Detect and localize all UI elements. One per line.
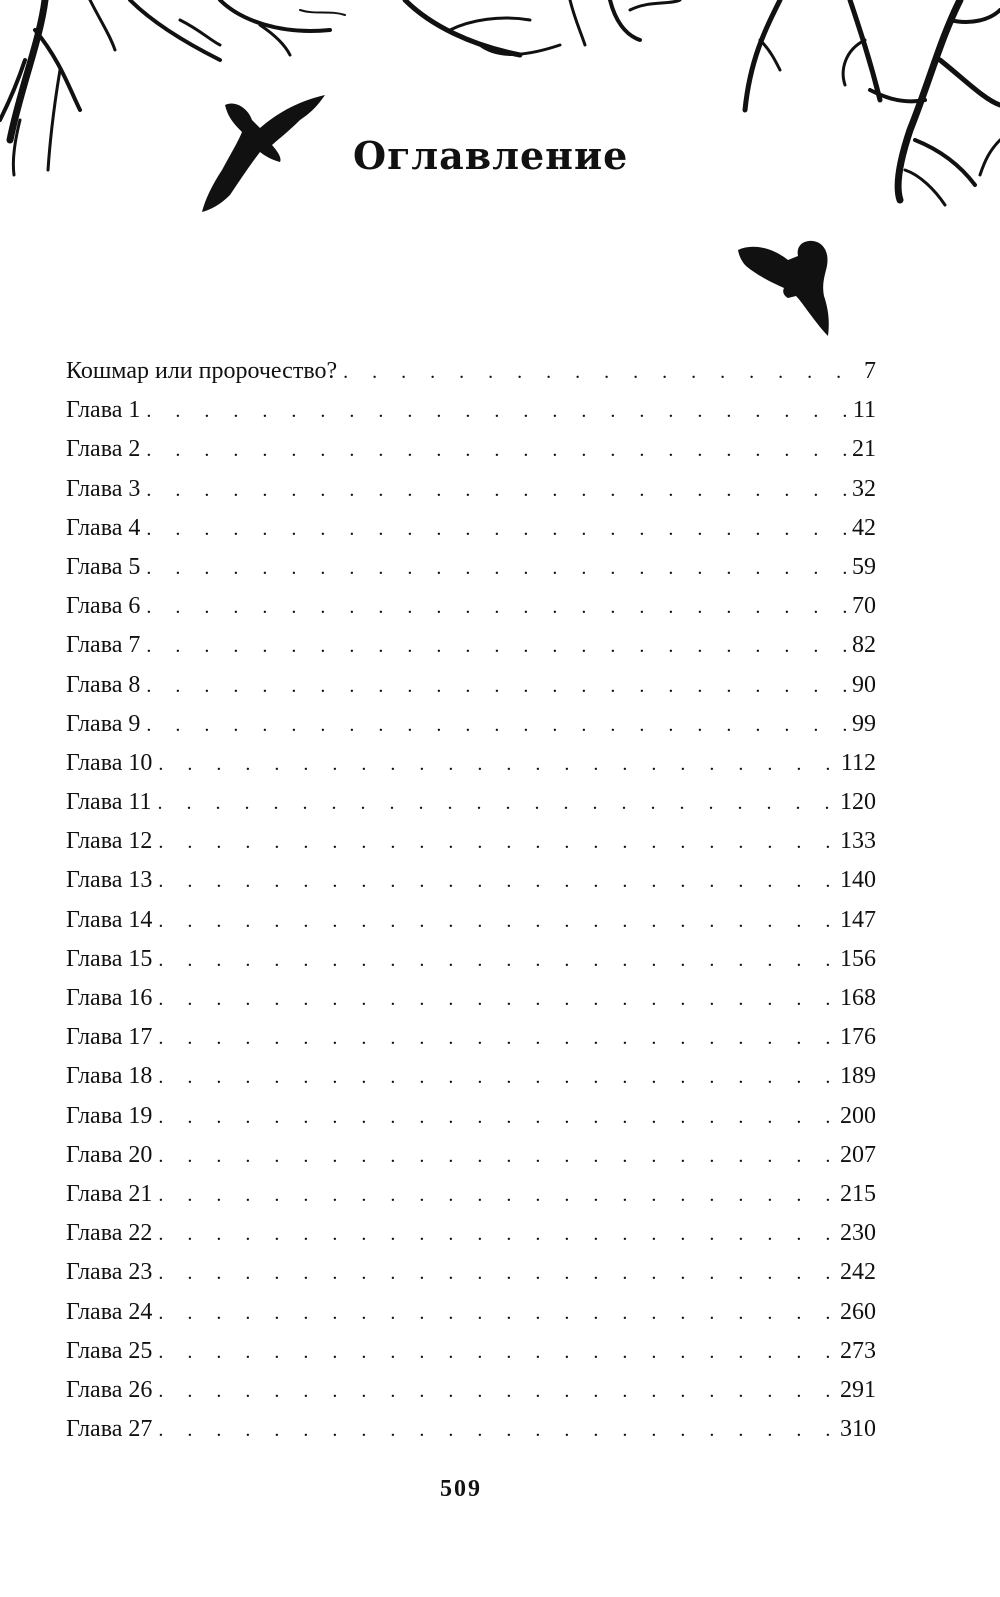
dot-leader xyxy=(146,471,846,510)
toc-entry-label: Глава 12 xyxy=(66,828,153,855)
toc-entry-label: Глава 13 xyxy=(66,867,153,894)
toc-entry[interactable] xyxy=(66,548,876,587)
tree-branches-icon xyxy=(0,0,1000,220)
toc-entry-page: 215 xyxy=(840,1180,876,1207)
dot-leader xyxy=(158,1333,838,1372)
toc-entry-label: Глава 21 xyxy=(66,1180,153,1207)
dot-leader xyxy=(146,627,846,666)
dot-leader xyxy=(158,1019,838,1058)
toc-entry-label: Глава 8 xyxy=(66,671,141,698)
dot-leader xyxy=(343,353,846,392)
dot-leader xyxy=(146,667,846,706)
toc-entry-label: Глава 4 xyxy=(66,514,141,541)
toc-entry-page: 156 xyxy=(840,945,876,972)
toc-entry-label: Глава 1 xyxy=(66,397,141,424)
toc-entry-page: 32 xyxy=(852,475,876,502)
toc-entry[interactable] xyxy=(66,783,876,822)
toc-entry[interactable] xyxy=(66,352,876,391)
toc-entry-page: 120 xyxy=(840,789,876,816)
toc-entry-label: Глава 2 xyxy=(66,436,141,463)
toc-entry-label: Глава 5 xyxy=(66,553,141,580)
toc-entry-label: Глава 25 xyxy=(66,1337,153,1364)
dot-leader xyxy=(158,1058,838,1097)
toc-entry[interactable] xyxy=(66,901,876,940)
toc-entry[interactable] xyxy=(66,470,876,509)
page-title: Оглавление xyxy=(353,133,629,178)
toc-entry-page: 21 xyxy=(852,436,876,463)
toc-entry[interactable] xyxy=(66,1018,876,1057)
toc-entry[interactable] xyxy=(66,391,876,430)
crow-icon xyxy=(738,238,833,338)
crow-icon xyxy=(200,90,330,215)
dot-leader xyxy=(157,784,838,823)
toc-entry-label: Глава 23 xyxy=(66,1259,153,1286)
toc-entry[interactable] xyxy=(66,861,876,900)
toc-entry-label: Глава 22 xyxy=(66,1220,153,1247)
toc-entry-page: 230 xyxy=(840,1220,876,1247)
toc-entry-page: 133 xyxy=(840,828,876,855)
dot-leader xyxy=(158,1294,838,1333)
toc-entry-label: Глава 17 xyxy=(66,1024,153,1051)
toc-entry-page: 99 xyxy=(852,710,876,737)
dot-leader xyxy=(158,1254,838,1293)
toc-entry[interactable] xyxy=(66,1136,876,1175)
toc-entry[interactable] xyxy=(66,1293,876,1332)
dot-leader xyxy=(158,745,839,784)
toc-entry[interactable] xyxy=(66,705,876,744)
toc-entry-page: 273 xyxy=(840,1337,876,1364)
dot-leader xyxy=(146,392,846,431)
dot-leader xyxy=(158,862,838,901)
dot-leader xyxy=(158,1176,838,1215)
toc-entry-page: 168 xyxy=(840,985,876,1011)
toc-entry[interactable] xyxy=(66,666,876,705)
toc-entry-page: 42 xyxy=(852,514,876,541)
dot-leader xyxy=(146,706,846,745)
toc-entry-page: 70 xyxy=(852,593,876,620)
toc-entry-label: Глава 3 xyxy=(66,475,141,502)
toc-entry[interactable] xyxy=(66,1253,876,1292)
toc-entry-page: 11 xyxy=(852,397,876,424)
toc-entry-label: Глава 11 xyxy=(66,789,152,816)
toc-entry[interactable] xyxy=(66,1371,876,1410)
toc-entry-page: 260 xyxy=(840,1298,876,1325)
page-number: 509 xyxy=(440,1476,482,1502)
toc-entry[interactable] xyxy=(66,626,876,665)
toc-entry[interactable] xyxy=(66,744,876,783)
toc-entry[interactable] xyxy=(66,587,876,626)
toc-entry-label: Глава 6 xyxy=(66,593,141,620)
toc-entry-label: Глава 10 xyxy=(66,749,153,776)
toc-entry-label: Глава 27 xyxy=(66,1416,153,1443)
table-of-contents xyxy=(66,352,876,1449)
toc-entry-label: Глава 19 xyxy=(66,1102,153,1129)
toc-entry-label: Глава 7 xyxy=(66,632,141,659)
dot-leader xyxy=(146,431,846,470)
toc-entry-page: 7 xyxy=(864,358,876,384)
toc-entry[interactable] xyxy=(66,940,876,979)
toc-entry-page: 189 xyxy=(840,1063,876,1090)
toc-entry-page: 90 xyxy=(852,671,876,698)
dot-leader xyxy=(158,902,838,941)
dot-leader xyxy=(158,823,838,862)
toc-entry-label: Глава 14 xyxy=(66,906,153,933)
toc-entry-page: 207 xyxy=(840,1141,876,1168)
dot-leader xyxy=(146,549,846,588)
toc-entry-label: Глава 15 xyxy=(66,945,153,972)
toc-entry-label: Кошмар или пророчество? xyxy=(66,358,338,384)
toc-entry-label: Глава 16 xyxy=(66,985,153,1011)
toc-entry-page: 200 xyxy=(840,1102,876,1129)
toc-entry[interactable] xyxy=(66,1410,876,1449)
toc-entry-page: 59 xyxy=(852,553,876,580)
dot-leader xyxy=(146,510,846,549)
toc-entry-page: 176 xyxy=(840,1024,876,1051)
toc-entry[interactable] xyxy=(66,1057,876,1096)
dot-leader xyxy=(158,1411,838,1450)
toc-entry[interactable] xyxy=(66,1332,876,1371)
toc-entry-label: Глава 24 xyxy=(66,1298,153,1325)
toc-entry[interactable] xyxy=(66,430,876,469)
toc-entry[interactable] xyxy=(66,979,876,1018)
toc-entry[interactable] xyxy=(66,509,876,548)
dot-leader xyxy=(146,588,846,627)
toc-entry-page: 82 xyxy=(852,632,876,659)
dot-leader xyxy=(158,1215,838,1254)
toc-entry-page: 242 xyxy=(840,1259,876,1286)
toc-entry-page: 310 xyxy=(840,1416,876,1443)
toc-entry-label: Глава 20 xyxy=(66,1141,153,1168)
dot-leader xyxy=(158,1372,838,1411)
dot-leader xyxy=(158,1137,838,1176)
dot-leader xyxy=(158,1098,838,1137)
toc-entry[interactable] xyxy=(66,1175,876,1214)
toc-entry[interactable] xyxy=(66,1214,876,1253)
toc-entry-label: Глава 26 xyxy=(66,1376,153,1403)
toc-entry-page: 147 xyxy=(840,906,876,933)
toc-entry-page: 140 xyxy=(840,867,876,894)
dot-leader xyxy=(158,941,838,980)
toc-entry-label: Глава 18 xyxy=(66,1063,153,1090)
toc-entry[interactable] xyxy=(66,822,876,861)
toc-entry-page: 112 xyxy=(840,749,876,776)
dot-leader xyxy=(158,980,838,1019)
toc-entry-label: Глава 9 xyxy=(66,710,141,737)
toc-entry-page: 291 xyxy=(840,1376,876,1403)
toc-entry[interactable] xyxy=(66,1097,876,1136)
